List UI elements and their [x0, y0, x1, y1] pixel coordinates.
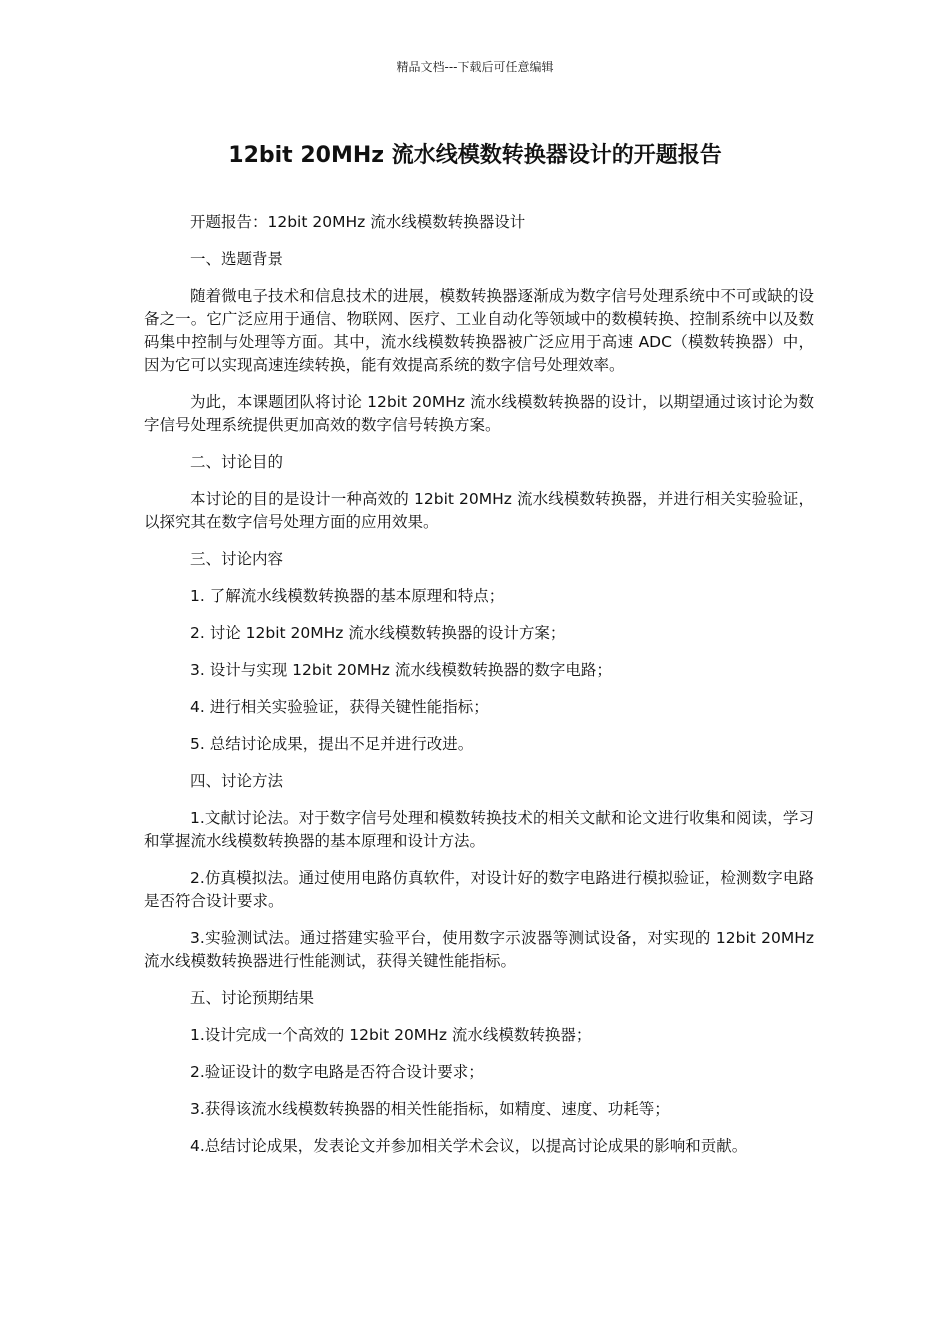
section-heading-content: 三、讨论内容 [190, 550, 284, 568]
list-item-result-4: 4.总结讨论成果，发表论文并参加相关学术会议，以提高讨论成果的影响和贡献。 [190, 1137, 748, 1155]
paragraph-background: 随着微电子技术和信息技术的进展，模数转换器逐渐成为数字信号处理系统中不可或缺的设备之一。它广泛应用于通信、物联网、医疗、工业自动化等领域中的数模转换、控制系统中以及数码集中控制与处理等方面。其中，流水线模数转换器被广泛应用于高速 ADC（模数转换器）中，因为它可以实现高速连续转换，能有效提高系统的数字信号处理效率。 [144, 287, 814, 374]
paragraph-purpose: 本讨论的目的是设计一种高效的 12bit 20MHz 流水线模数转换器，并进行相关实验验证，以探究其在数字信号处理方面的应用效果。 [144, 490, 814, 531]
list-item-content-3: 3. 设计与实现 12bit 20MHz 流水线模数转换器的数字电路； [190, 661, 612, 679]
section-heading-method: 四、讨论方法 [190, 772, 284, 790]
report-subtitle: 开题报告：12bit 20MHz 流水线模数转换器设计 [190, 213, 526, 231]
paragraph-method-1: 1.文献讨论法。对于数字信号处理和模数转换技术的相关文献和论文进行收集和阅读，学习和掌握流水线模数转换器的基本原理和设计方法。 [144, 809, 814, 850]
list-item-content-1: 1. 了解流水线模数转换器的基本原理和特点； [190, 587, 505, 605]
document-body [144, 211, 814, 1172]
list-item-result-3: 3.获得该流水线模数转换器的相关性能指标，如精度、速度、功耗等； [190, 1100, 670, 1118]
document-title: 12bit 20MHz 流水线模数转换器设计的开题报告 [228, 143, 722, 168]
paragraph-method-3: 3.实验测试法。通过搭建实验平台，使用数字示波器等测试设备，对实现的 12bit 20MHz 流水线模数转换器进行性能测试，获得关键性能指标。 [144, 929, 814, 970]
list-item-content-5: 5. 总结讨论成果，提出不足并进行改进。 [190, 735, 474, 753]
paragraph-purpose-intro: 为此，本课题团队将讨论 12bit 20MHz 流水线模数转换器的设计，以期望通过该讨论为数字信号处理系统提供更加高效的数字信号转换方案。 [144, 393, 814, 434]
section-heading-results: 五、讨论预期结果 [190, 989, 315, 1007]
list-item-result-2: 2.验证设计的数字电路是否符合设计要求； [190, 1063, 484, 1081]
paragraph-method-2: 2.仿真模拟法。通过使用电路仿真软件，对设计好的数字电路进行模拟验证，检测数字电路是否符合设计要求。 [144, 869, 814, 910]
section-heading-purpose: 二、讨论目的 [190, 453, 284, 471]
section-heading-background: 一、选题背景 [190, 250, 284, 268]
header-note: 精品文档---下载后可任意编辑 [396, 60, 554, 74]
list-item-result-1: 1.设计完成一个高效的 12bit 20MHz 流水线模数转换器； [190, 1026, 592, 1044]
list-item-content-2: 2. 讨论 12bit 20MHz 流水线模数转换器的设计方案； [190, 624, 566, 642]
list-item-content-4: 4. 进行相关实验验证，获得关键性能指标； [190, 698, 489, 716]
